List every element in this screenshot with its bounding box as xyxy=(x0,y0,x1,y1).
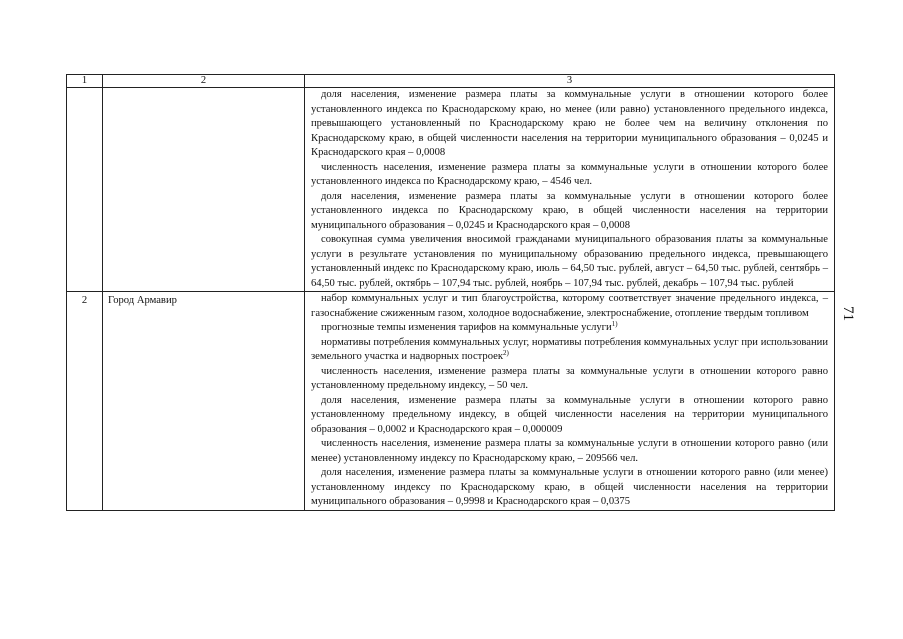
page-number: 71 xyxy=(840,306,856,321)
paragraph-text: нормативы потребления коммунальных услуг, нормативы потребления коммунальных услуг при использовании земельного участка и надворных построек xyxy=(311,336,828,362)
row-number xyxy=(67,88,103,292)
municipality-name xyxy=(103,88,305,292)
paragraph: совокупная сумма увеличения вносимой гражданами муниципального образования платы за коммунальные услуги в результате установления по муниципальному образованию предельного индекса, превышающего установленный индекс по Краснодарскому краю, июль – 64,50 тыс. рублей, август – 64,50 тыс. рублей, сентябрь – 64,50 тыс. рублей, октябрь – 107,94 тыс. рублей, ноябрь – 107,94 тыс. рублей, декабрь – 107,94 тыс. рублей xyxy=(311,234,828,289)
footnote-mark: 1) xyxy=(611,320,618,328)
paragraph-text: прогнозные темпы изменения тарифов на коммунальные услуги xyxy=(321,322,612,333)
table-row xyxy=(67,292,835,511)
paragraph: доля населения, изменение размера платы за коммунальные услуги в отношении которого равно (или менее) установленному индексу по Краснодарскому краю, в общей численности населения на территории муниципального образования – 0,9998 и Краснодарского края – 0,0375 xyxy=(311,467,828,507)
table-header-row xyxy=(67,75,835,88)
header-col-2: 2 xyxy=(103,75,305,88)
header-col-1: 1 xyxy=(67,75,103,88)
indicator-cell xyxy=(305,88,835,292)
footnote-mark: 2) xyxy=(503,349,509,357)
paragraph xyxy=(311,321,828,336)
municipality-name: Город Армавир xyxy=(103,292,305,511)
header-col-3: 3 xyxy=(305,75,835,88)
paragraph: доля населения, изменение размера платы за коммунальные услуги в отношении которого более установленного индекса по Краснодарскому краю, в общей численности населения на территории муниципального образования – 0,0245 и Краснодарского края – 0,0008 xyxy=(311,190,828,231)
paragraph xyxy=(311,336,828,365)
document-table xyxy=(66,74,835,511)
paragraph: доля населения, изменение размера платы за коммунальные услуги в отношении которого равно установленному предельному индексу, в общей численности населения на территории муниципального образования – 0,0002 и Краснодарского края – 0,000009 xyxy=(311,394,828,435)
row-number: 2 xyxy=(67,292,103,511)
paragraph: набор коммунальных услуг и тип благоустройства, которому соответствует значение предельного индекса, – газоснабжение сжиженным газом, холодное водоснабжение, электроснабжение, отопление твердым топливом xyxy=(311,293,828,319)
table-row xyxy=(67,88,835,292)
paragraph: численность населения, изменение размера платы за коммунальные услуги в отношении которого равно установленному предельному индексу, – 50 чел. xyxy=(311,365,828,391)
paragraph: численность населения, изменение размера платы за коммунальные услуги в отношении которого равно (или менее) установленному индексу по Краснодарскому краю, – 209566 чел. xyxy=(311,438,828,464)
paragraph: доля населения, изменение размера платы за коммунальные услуги в отношении которого более установленного индекса по Краснодарскому краю, но менее (или равно) установленного предельного индекса, превышающего установленный по Краснодарскому краю не более чем на величину отклонения по Краснодарскому краю, в общей численности населения на территории муниципального образования – 0,0245 и Краснодарского края – 0,0008 xyxy=(311,89,828,158)
indicator-cell xyxy=(305,292,835,511)
paragraph: численность населения, изменение размера платы за коммунальные услуги в отношении которого более установленного индекса по Краснодарскому краю, – 4546 чел. xyxy=(311,161,828,187)
